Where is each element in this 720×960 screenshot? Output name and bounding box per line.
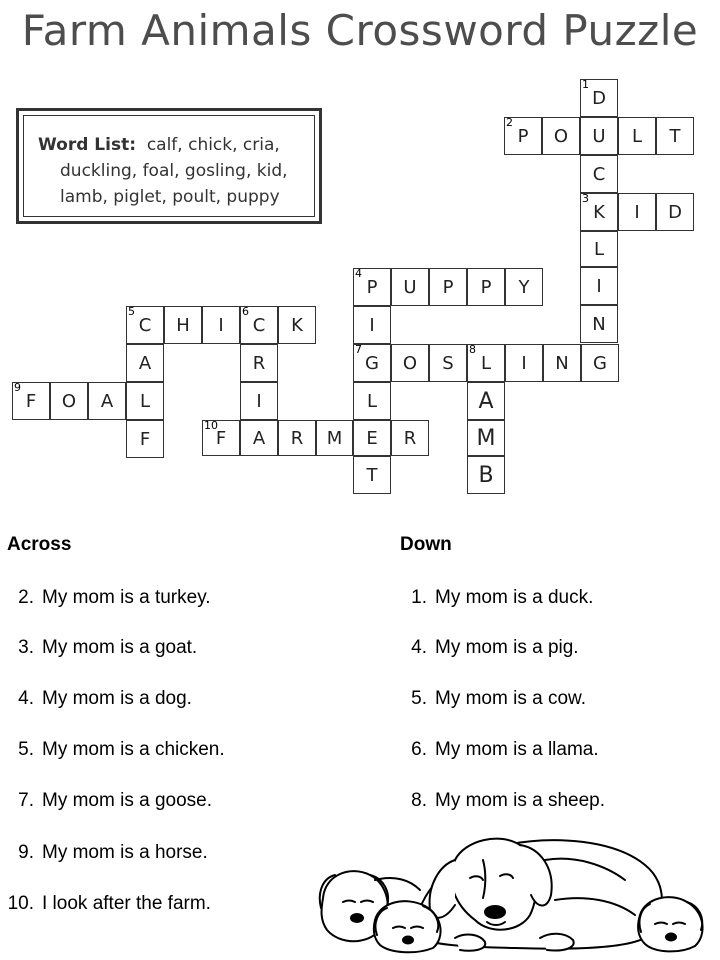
grid-cell[interactable]: T (656, 117, 694, 155)
grid-cell[interactable]: H (164, 306, 202, 344)
list-item: 5. My mom is a cow. (411, 688, 586, 709)
word-list-box (16, 108, 322, 224)
list-item: 4. My mom is a pig. (411, 637, 579, 658)
word-list-line: lamb, piglet, poult, puppy (60, 187, 280, 207)
puppies-illustration (315, 820, 710, 955)
grid-cell[interactable]: A (467, 382, 505, 420)
grid-cell[interactable]: M (316, 420, 353, 456)
grid-cell[interactable]: A (126, 344, 164, 382)
grid-cell[interactable]: R (240, 344, 278, 382)
list-item: 10. I look after the farm. (7, 893, 211, 914)
grid-cell[interactable]: L (580, 231, 618, 267)
grid-cell[interactable]: P (467, 268, 505, 306)
grid-cell[interactable]: L (618, 117, 656, 155)
grid-cell[interactable]: 1 D (580, 79, 618, 117)
grid-cell[interactable]: I (353, 306, 391, 344)
grid-cell[interactable]: A (240, 420, 278, 456)
grid-cell[interactable]: O (391, 344, 429, 382)
grid-cell[interactable]: C (580, 155, 618, 193)
page-title: Farm Animals Crossword Puzzle (21, 6, 699, 55)
grid-cell[interactable]: T (353, 456, 391, 494)
grid-cell[interactable]: E (353, 420, 391, 456)
grid-cell[interactable]: P (429, 268, 467, 306)
grid-cell[interactable]: O (542, 117, 580, 155)
grid-cell[interactable]: 9 F (12, 382, 50, 420)
grid-cell[interactable]: 2 P (504, 117, 542, 155)
list-item: 9. My mom is a horse. (18, 842, 208, 863)
grid-cell[interactable]: 8 L (467, 344, 505, 382)
list-item: 5. My mom is a chicken. (18, 739, 225, 760)
grid-cell[interactable]: 6 C (240, 306, 278, 344)
grid-cell[interactable]: U (580, 117, 618, 155)
grid-cell[interactable]: R (391, 420, 429, 456)
across-heading: Across (7, 534, 72, 555)
grid-cell[interactable]: I (505, 344, 543, 382)
word-list-label: Word List: (38, 135, 136, 155)
grid-cell[interactable]: N (580, 305, 618, 343)
grid-cell[interactable]: D (656, 193, 694, 231)
grid-cell[interactable]: K (278, 306, 316, 344)
grid-cell[interactable]: L (353, 382, 391, 420)
grid-cell[interactable]: 10 F (202, 420, 240, 456)
grid-cell[interactable]: A (88, 382, 126, 420)
list-item: 7. My mom is a goose. (18, 790, 212, 811)
grid-cell[interactable]: 4 P (353, 268, 391, 306)
grid-cell[interactable]: M (467, 420, 505, 456)
list-item: 6. My mom is a llama. (411, 739, 599, 760)
grid-cell[interactable]: R (278, 420, 316, 456)
grid-cell[interactable]: O (50, 382, 88, 420)
grid-cell[interactable]: Y (505, 268, 543, 306)
list-item: 4. My mom is a dog. (18, 688, 192, 709)
grid-cell[interactable]: I (202, 306, 240, 344)
grid-cell[interactable]: I (240, 382, 278, 420)
grid-cell[interactable]: U (391, 268, 429, 306)
word-list-line: duckling, foal, gosling, kid, (60, 161, 288, 181)
grid-cell[interactable]: B (467, 456, 505, 494)
grid-cell[interactable]: F (126, 420, 164, 458)
grid-cell[interactable]: 7 G (353, 344, 391, 382)
grid-cell[interactable]: 3 K (580, 193, 618, 231)
grid-cell[interactable]: I (580, 267, 618, 305)
down-heading: Down (400, 534, 452, 555)
grid-cell[interactable]: L (126, 382, 164, 420)
list-item: 2. My mom is a turkey. (18, 587, 211, 608)
grid-cell[interactable]: I (618, 193, 656, 231)
list-item: 3. My mom is a goat. (18, 637, 198, 658)
word-list-line: calf, chick, cria, (146, 135, 280, 155)
list-item: 8. My mom is a sheep. (411, 790, 605, 811)
list-item: 1. My mom is a duck. (411, 587, 594, 608)
grid-cell[interactable]: N (543, 344, 581, 382)
grid-cell[interactable]: G (581, 344, 619, 382)
grid-cell[interactable]: S (429, 344, 467, 382)
grid-cell[interactable]: 5 C (126, 306, 164, 344)
